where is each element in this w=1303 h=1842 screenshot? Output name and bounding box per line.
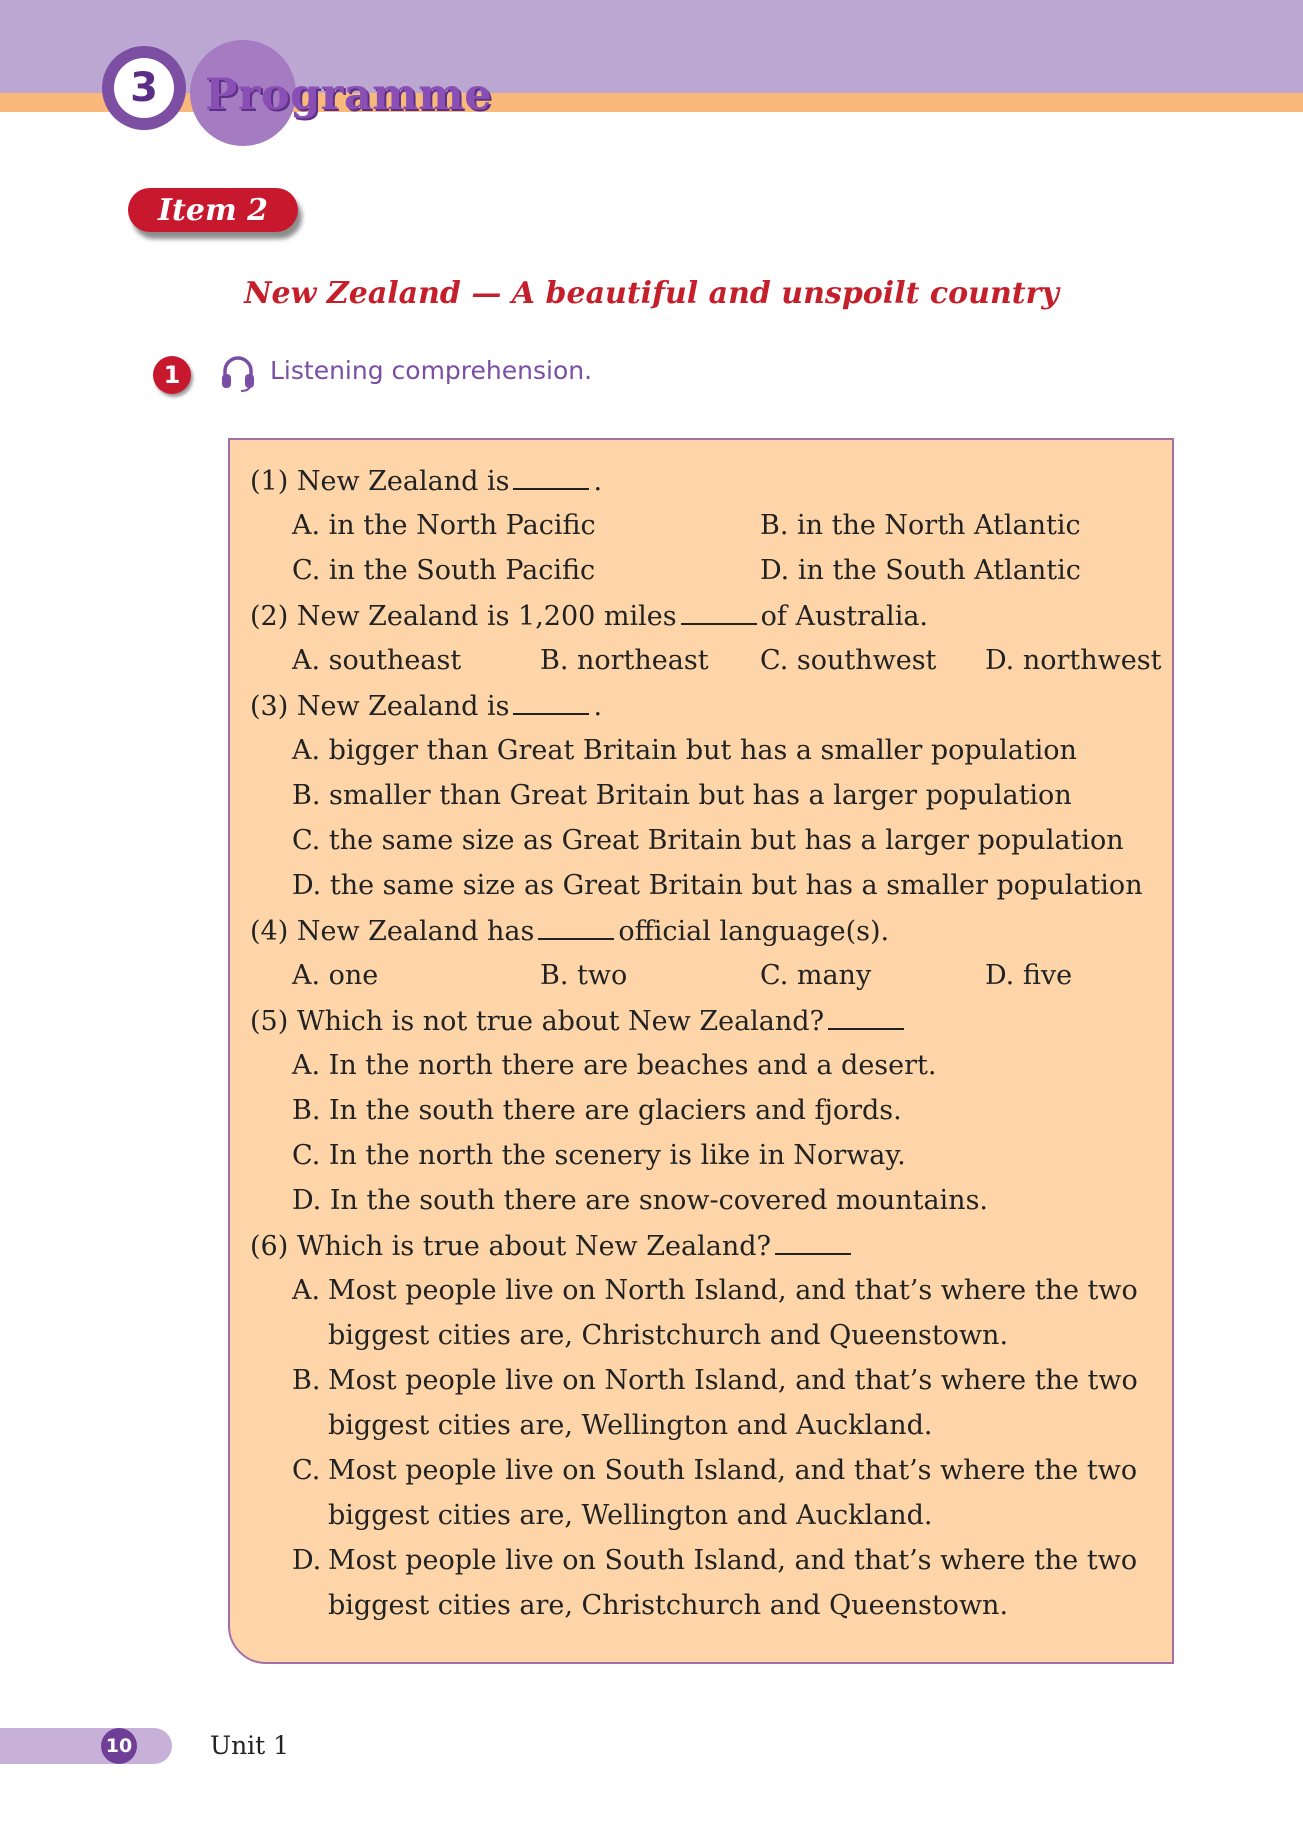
option-letter: B. <box>292 1365 321 1396</box>
option-letter: D. <box>292 1545 322 1576</box>
option-text: biggest cities are, Wellington and Auckland. <box>328 1410 933 1441</box>
exercise-number-badge: 1 <box>153 356 191 394</box>
question-text: New Zealand is 1,200 miles <box>296 601 677 632</box>
option-text: Most people live on North Island, and that’s where the two <box>328 1275 1138 1306</box>
answer-blank[interactable] <box>681 599 757 625</box>
option-text: B. in the North Atlantic <box>760 510 1081 541</box>
question-text: Which is not true about New Zealand? <box>296 1006 825 1037</box>
option-letter: C. <box>292 1455 321 1486</box>
option-text: A. In the north there are beaches and a desert. <box>292 1050 937 1081</box>
option-text: C. in the South Pacific <box>292 555 596 586</box>
question-number: (1) <box>250 466 289 497</box>
option-text: B. smaller than Great Britain but has a larger population <box>292 780 1072 811</box>
answer-blank[interactable] <box>775 1229 851 1255</box>
option-text: A. southeast <box>292 645 462 676</box>
section-number: 3 <box>114 58 174 118</box>
item-badge: Item 2 <box>128 188 298 232</box>
question-4 <box>250 914 889 949</box>
question-3 <box>250 689 602 724</box>
question-number: (6) <box>250 1231 289 1262</box>
question-text: New Zealand is <box>296 466 510 497</box>
page-number: 10 <box>101 1728 137 1764</box>
option-text: B. two <box>540 960 628 991</box>
option-text: A. bigger than Great Britain but has a smaller population <box>292 735 1077 766</box>
question-text: New Zealand is <box>296 691 510 722</box>
question-tail: . <box>593 691 603 722</box>
answer-blank[interactable] <box>538 914 614 940</box>
lesson-subtitle: New Zealand — A beautiful and unspoilt country <box>244 276 1059 311</box>
option-text: Most people live on South Island, and that’s where the two <box>328 1455 1138 1486</box>
option-text: biggest cities are, Christchurch and Queenstown. <box>328 1590 1009 1621</box>
option-text: C. the same size as Great Britain but has a larger population <box>292 825 1124 856</box>
answer-blank[interactable] <box>513 464 589 490</box>
question-5 <box>250 1004 908 1039</box>
option-text: D. In the south there are snow-covered mountains. <box>292 1185 989 1216</box>
question-text: New Zealand has <box>296 916 535 947</box>
option-text: C. southwest <box>760 645 937 676</box>
question-number: (3) <box>250 691 289 722</box>
option-text: D. northwest <box>985 645 1162 676</box>
option-text: biggest cities are, Wellington and Auckland. <box>328 1500 933 1531</box>
option-text: D. in the South Atlantic <box>760 555 1081 586</box>
question-number: (5) <box>250 1006 289 1037</box>
option-text: C. In the north the scenery is like in Norway. <box>292 1140 906 1171</box>
option-text: A. in the North Pacific <box>292 510 596 541</box>
option-text: D. the same size as Great Britain but has a smaller population <box>292 870 1143 901</box>
question-number: (2) <box>250 601 289 632</box>
footer-bar <box>0 1728 172 1764</box>
option-text: Most people live on South Island, and that’s where the two <box>328 1545 1138 1576</box>
question-2 <box>250 599 928 634</box>
question-1 <box>250 464 602 499</box>
question-tail: official language(s). <box>618 916 890 947</box>
answer-blank[interactable] <box>828 1004 904 1030</box>
section-title: Programme <box>205 70 493 120</box>
unit-label: Unit 1 <box>210 1731 290 1760</box>
answer-blank[interactable] <box>513 689 589 715</box>
question-6 <box>250 1229 855 1264</box>
option-text: D. five <box>985 960 1073 991</box>
question-tail: . <box>593 466 603 497</box>
question-tail: of Australia. <box>760 601 929 632</box>
section-number-badge <box>102 46 186 130</box>
option-text: B. northeast <box>540 645 709 676</box>
option-letter: A. <box>292 1275 321 1306</box>
quiz-panel <box>228 438 1174 1664</box>
option-text: C. many <box>760 960 872 991</box>
question-text: Which is true about New Zealand? <box>296 1231 771 1262</box>
option-text: B. In the south there are glaciers and fjords. <box>292 1095 902 1126</box>
option-text: A. one <box>292 960 379 991</box>
option-text: Most people live on North Island, and that’s where the two <box>328 1365 1138 1396</box>
option-text: biggest cities are, Christchurch and Queenstown. <box>328 1320 1009 1351</box>
headphones-icon <box>220 354 256 392</box>
question-number: (4) <box>250 916 289 947</box>
exercise-label: Listening comprehension. <box>270 356 593 385</box>
